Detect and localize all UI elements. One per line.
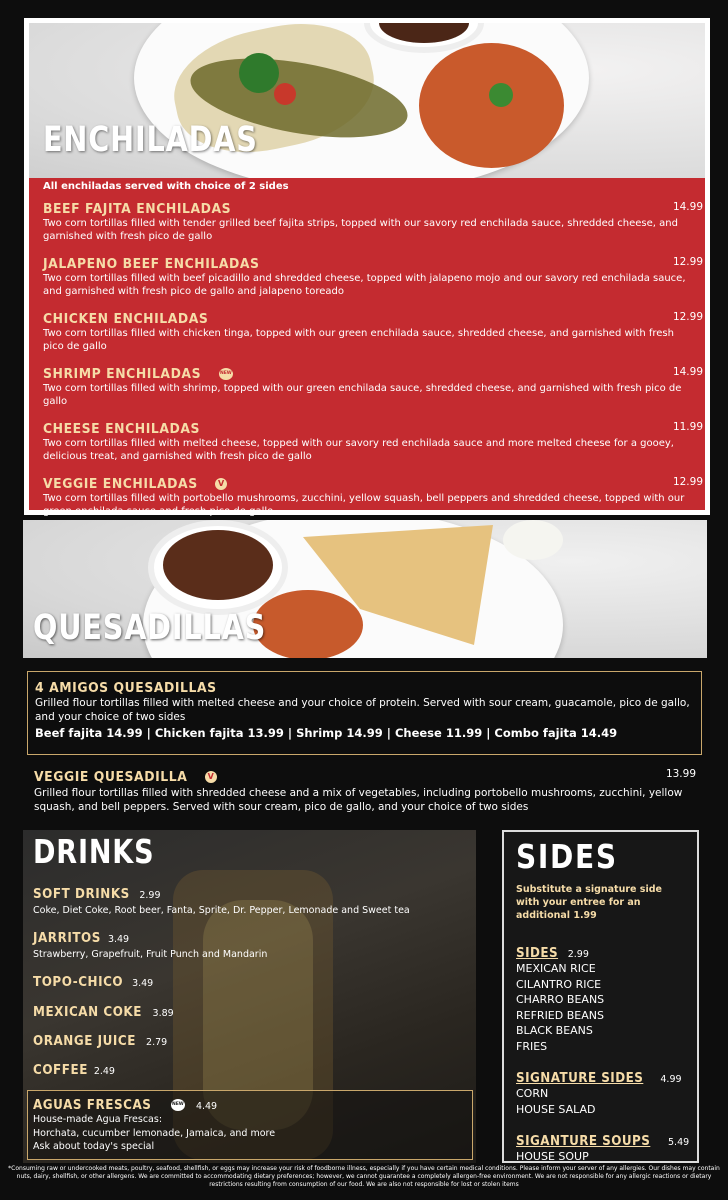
group-name: SIGNATURE SIDES: [516, 1071, 644, 1086]
group-price: 5.49: [668, 1137, 690, 1148]
item-price: 3.89: [152, 1008, 174, 1019]
drink-item: [33, 1001, 174, 1020]
item-price: 3.49: [107, 934, 130, 945]
item-description-line: House-made Agua Frescas:: [33, 1114, 163, 1125]
item-price: 11.99: [672, 421, 703, 433]
group-name: SIGANTURE SOUPS: [516, 1134, 651, 1149]
list-item: CILANTRO RICE: [516, 977, 602, 991]
aguas-frescas-box: [27, 1090, 473, 1160]
drinks-title: DRINKS: [33, 832, 155, 871]
quesadillas-title: QUESADILLAS: [33, 608, 267, 648]
item-name: CHEESE ENCHILADAS: [43, 421, 201, 437]
item-description: Grilled flour tortillas filled with melted cheese and your choice of protein. Served with sour cream, guacamole, pico de gallo, and your choice of two sides: [35, 697, 690, 723]
list-item: BLACK BEANS: [516, 1024, 593, 1037]
item-name: VEGGIE ENCHILADAS: [43, 476, 198, 492]
item-name: VEGGIE QUESADILLA: [34, 769, 188, 785]
group-price: 4.99: [660, 1074, 682, 1085]
list-item: REFRIED BEANS: [516, 1008, 604, 1022]
vegetarian-icon: V: [205, 771, 217, 783]
vegetarian-icon: V: [215, 478, 227, 490]
item-description-line: Ask about today's special: [33, 1141, 155, 1152]
item-description: Two corn tortillas filled with chicken tinga, topped with our green enchilada sauce, shredded cheese, and garnished with fresh pico de gallo: [43, 328, 674, 352]
item-prices: Beef fajita 14.99 | Chicken fajita 13.99 | Shrimp 14.99 | Cheese 11.99 | Combo fajita 14.49: [35, 726, 618, 740]
menu-item: [43, 198, 703, 243]
item-price: 13.99: [665, 768, 696, 780]
item-name: TOPO-CHICO: [33, 975, 124, 990]
item-price: 14.99: [672, 366, 703, 378]
item-description: Two corn tortillas filled with portobello mushrooms, zucchini, yellow squash, bell peppers and shredded cheese, topped with our green enchilada sauce and fresh pico de gallo: [43, 493, 685, 517]
list-item: CORN: [516, 1087, 549, 1100]
drink-item: [33, 1059, 115, 1078]
sides-list: [516, 1149, 685, 1165]
item-name: AGUAS FRESCAS: [33, 1098, 152, 1113]
drink-item: [33, 883, 410, 916]
quesadillas-photo: [23, 520, 707, 658]
list-item: MEXICAN RICE: [516, 962, 596, 975]
drink-item: [33, 1030, 167, 1049]
item-price: 2.79: [146, 1037, 168, 1048]
sides-group-heading: [516, 942, 685, 961]
sides-section: [502, 830, 699, 1163]
item-name: MEXICAN COKE: [33, 1005, 142, 1020]
item-name: ORANGE JUICE: [33, 1034, 136, 1049]
enchiladas-title: ENCHILADAS: [43, 120, 258, 160]
menu-item: [43, 363, 703, 408]
item-price: 12.99: [672, 311, 703, 323]
item-name: JALAPENO BEEF ENCHILADAS: [43, 256, 260, 272]
drinks-section: [23, 830, 476, 1163]
item-price: 12.99: [672, 256, 703, 268]
enchiladas-section: [24, 18, 710, 515]
item-name: COFFEE: [33, 1063, 88, 1078]
item-name: BEEF FAJITA ENCHILADAS: [43, 201, 232, 217]
sides-group-heading: [516, 1130, 690, 1149]
item-description: Two corn tortillas filled with shrimp, topped with our green enchilada sauce, shredded cheese, and garnished with fresh pico de gallo: [43, 383, 682, 407]
sides-list: [516, 961, 685, 1054]
item-name: 4 AMIGOS QUESADILLAS: [35, 680, 217, 696]
item-description: Two corn tortillas filled with beef picadillo and shredded cheese, topped with jalapeno mojo and our savory red enchilada sauce, and garnished with fresh pico de gallo and jalapeno toreado: [43, 273, 686, 297]
group-name: SIDES: [516, 946, 559, 961]
sides-title: SIDES: [516, 837, 618, 876]
item-name: CHICKEN ENCHILADAS: [43, 311, 209, 327]
new-badge-icon: NEW: [219, 368, 233, 380]
amigos-quesadillas-box: [27, 671, 702, 755]
item-description: Two corn tortillas filled with melted cheese, topped with our savory red enchilada sauce and more melted cheese for a gooey, delicious treat, and garnished with fresh pico de gallo: [43, 438, 674, 462]
enchiladas-photo: [29, 23, 705, 178]
veggie-quesadilla: [34, 766, 696, 814]
sides-group-heading: [516, 1067, 685, 1086]
menu-item: [43, 473, 703, 518]
item-description-line: Horchata, cucumber lemonade, Jamaica, and more: [33, 1127, 276, 1139]
list-item: CHARRO BEANS: [516, 993, 605, 1006]
item-description: Strawberry, Grapefruit, Fruit Punch and Mandarin: [33, 949, 268, 960]
item-description: Grilled flour tortillas filled with shredded cheese and a mix of vegetables, including portobello mushrooms, zucchini, yellow squash, and bell peppers. Served with sour cream, pico de gallo, and your choice of two sides: [34, 787, 683, 813]
allergen-disclaimer: *Consuming raw or undercooked meats, poultry, seafood, shellfish, or eggs may increase your risk of foodborne illness, especially if you have certain medical conditions. Please inform your server of any allergies. Our dishes may contain nuts, dairy, shellfish, or other allergens. We are committed to accommodating dietary preferences; however, we cannot guarantee a completely allergen-free environment. We are not responsible for any allergic reactions or dietary restrictions resulting from consumption of our food. We are also not responsible for lost or stolen items: [8, 1165, 720, 1188]
menu-item: [43, 308, 703, 353]
enchiladas-panel: [29, 178, 705, 517]
menu-item: [43, 418, 703, 463]
sides-list: [516, 1086, 685, 1117]
item-price: 4.49: [195, 1101, 218, 1112]
drink-item: [33, 927, 267, 960]
enchiladas-note: All enchiladas served with choice of 2 sides: [43, 181, 289, 192]
item-price: 3.49: [132, 978, 154, 989]
item-name: JARRITOS: [33, 931, 101, 946]
item-name: SOFT DRINKS: [33, 887, 130, 902]
group-price: 2.99: [567, 949, 589, 960]
menu-item: [43, 253, 703, 298]
item-description: Two corn tortillas filled with tender grilled beef fajita strips, topped with our savory red enchilada sauce, shredded cheese, and garnished with fresh pico de gallo: [43, 218, 678, 242]
list-item: FRIES: [516, 1039, 548, 1053]
list-item: HOUSE SOUP: [516, 1150, 589, 1163]
drink-item: [33, 971, 153, 990]
item-price: 14.99: [672, 201, 703, 213]
new-badge-icon: NEW: [171, 1099, 185, 1111]
item-price: 12.99: [672, 476, 703, 488]
item-price: 2.99: [139, 890, 161, 901]
item-name: SHRIMP ENCHILADAS: [43, 366, 202, 382]
item-price: 2.49: [93, 1066, 115, 1077]
sides-note: Substitute a signature side with your entree for an additional 1.99: [516, 884, 662, 921]
list-item: HOUSE SALAD: [516, 1102, 596, 1116]
item-description: Coke, Diet Coke, Root beer, Fanta, Sprite, Dr. Pepper, Lemonade and Sweet tea: [33, 905, 410, 916]
